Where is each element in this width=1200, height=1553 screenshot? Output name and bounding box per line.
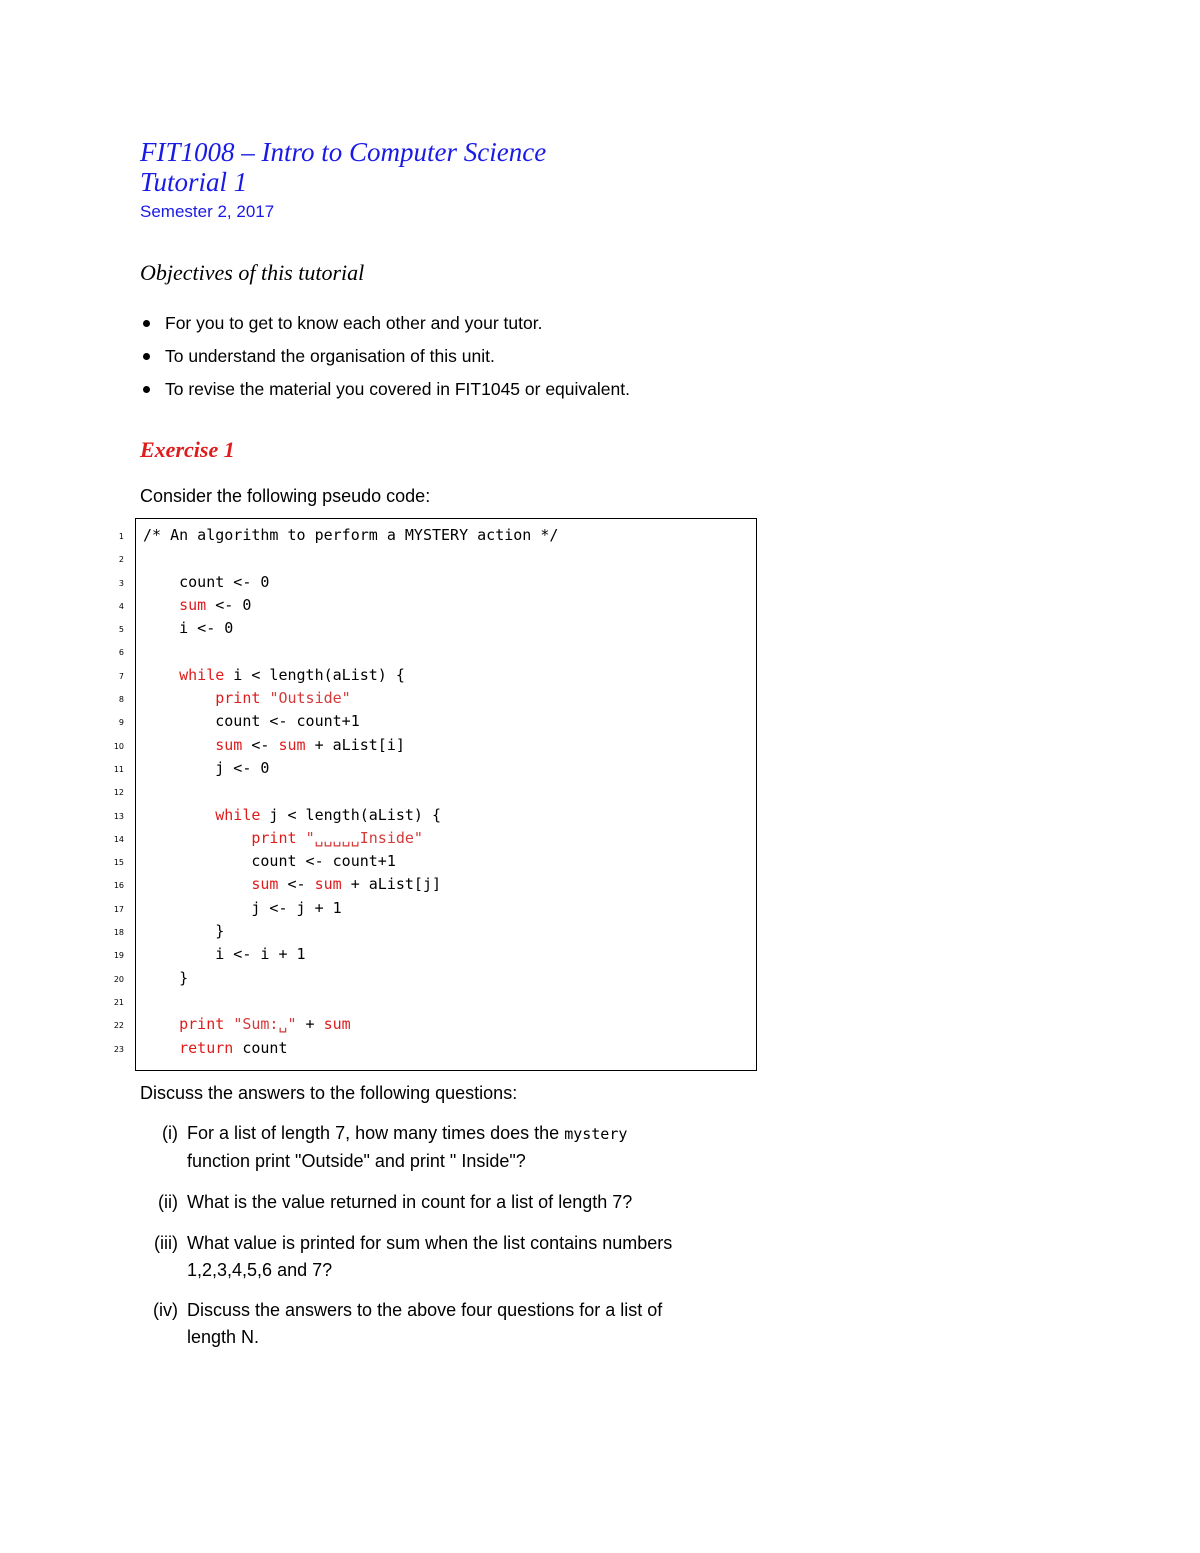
code-line: print "Sum:␣" + sum: [179, 1015, 351, 1034]
line-number: 9: [118, 718, 124, 728]
code-listing: [143, 524, 558, 1060]
code-line: }: [143, 922, 225, 941]
line-number: 7: [118, 671, 124, 681]
code-line: i <- i + 1: [143, 945, 306, 964]
line-number: 12: [113, 788, 124, 798]
code-line: i <- 0: [143, 619, 234, 638]
line-number: 3: [118, 578, 124, 588]
question-text: What is the value returned in count for a list of length 7?: [187, 1192, 633, 1212]
code-line: print "Outside": [215, 689, 351, 708]
question-text: For a list of length 7, how many times does the mystery function print "Outside" and print " Inside"?: [187, 1123, 628, 1171]
line-number: 14: [113, 834, 124, 844]
code-line: sum <- sum + aList[j]: [251, 875, 442, 894]
code-line: while j < length(aList) {: [215, 805, 442, 824]
code-line: sum <- 0: [179, 595, 252, 614]
line-number: 20: [113, 974, 124, 984]
code-line: count <- count+1: [143, 712, 360, 731]
question-text: Discuss the answers to the above four questions for a list of length N.: [187, 1300, 663, 1347]
question-number: (ii): [158, 1192, 178, 1212]
line-number: 1: [118, 532, 124, 541]
line-number: 15: [113, 858, 124, 868]
code-line: j <- j + 1: [143, 898, 342, 917]
exercise-heading: Exercise 1: [140, 437, 235, 462]
discuss-intro: Discuss the answers to the following questions:: [140, 1083, 518, 1103]
exercise-intro: Consider the following pseudo code:: [140, 486, 431, 506]
bullet-icon: [143, 353, 150, 360]
code-line: [143, 640, 558, 663]
line-number: 23: [113, 1044, 124, 1054]
line-numbers: [100, 524, 124, 1060]
line-number: 6: [118, 648, 124, 658]
semester-label: Semester 2, 2017: [140, 202, 275, 221]
line-number: 19: [113, 951, 124, 961]
objective-item: To revise the material you covered in FIT1045 or equivalent.: [140, 374, 630, 407]
line-number: 13: [113, 811, 124, 821]
line-number: 4: [118, 601, 124, 611]
code-line: }: [143, 968, 189, 987]
course-title: FIT1008 – Intro to Computer Science: [140, 137, 547, 167]
question-text: What value is printed for sum when the list contains numbers 1,2,3,4,5,6 and 7?: [187, 1233, 673, 1280]
bullet-icon: [143, 386, 150, 393]
code-line: /* An algorithm to perform a MYSTERY action */: [143, 526, 559, 544]
code-line: count <- 0: [143, 572, 270, 591]
objectives-list: [140, 308, 630, 407]
objectives-heading: Objectives of this tutorial: [140, 260, 365, 285]
code-line: print "␣␣␣␣␣Inside": [251, 828, 423, 847]
code-line: j <- 0: [143, 758, 270, 777]
code-line: return count: [179, 1038, 288, 1057]
line-number: 16: [113, 881, 124, 891]
code-line: [143, 780, 558, 803]
code-line: count <- count+1: [143, 852, 396, 871]
code-line: [143, 547, 558, 570]
line-number: 5: [118, 625, 124, 635]
tutorial-title: Tutorial 1: [140, 167, 248, 197]
bullet-icon: [143, 320, 150, 327]
line-number: 21: [113, 997, 124, 1007]
objective-item: For you to get to know each other and your tutor.: [140, 308, 630, 341]
code-line: while i < length(aList) {: [179, 665, 405, 684]
question-number: (i): [162, 1123, 178, 1143]
line-number: 22: [113, 1021, 124, 1031]
line-number: 18: [113, 928, 124, 938]
code-line: sum <- sum + aList[i]: [215, 735, 405, 754]
line-number: 11: [113, 764, 124, 774]
line-number: 10: [113, 741, 124, 751]
line-number: 8: [118, 695, 124, 705]
question-number: (iv): [153, 1300, 178, 1320]
code-line: [143, 990, 558, 1013]
line-number: 17: [113, 904, 124, 914]
objective-item: To understand the organisation of this unit.: [140, 341, 630, 374]
line-number: 2: [118, 555, 124, 565]
question-number: (iii): [154, 1233, 178, 1253]
